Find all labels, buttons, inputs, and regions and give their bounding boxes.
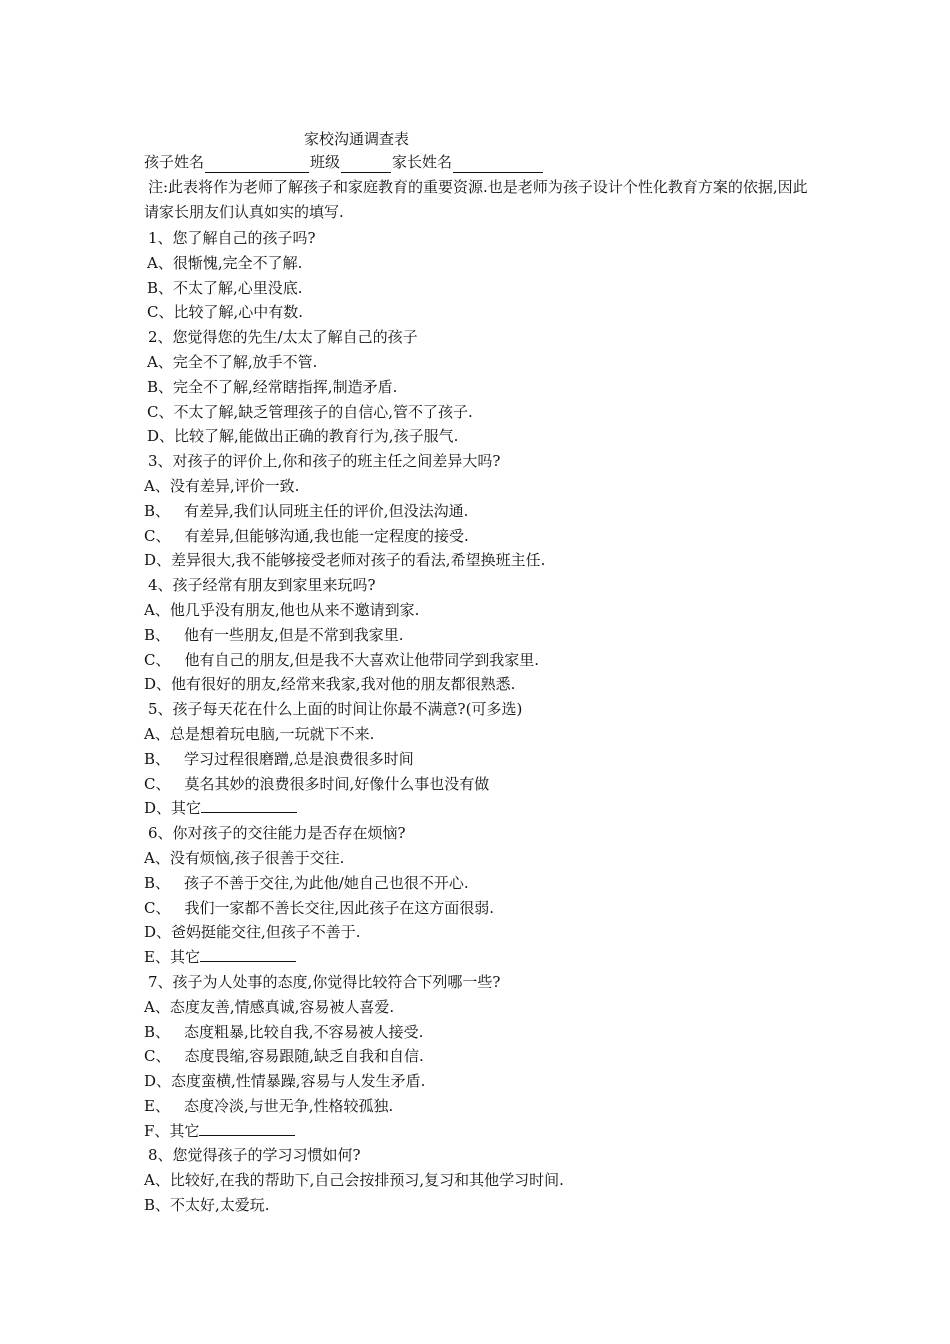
option-text: 不太好,太爱玩.: [170, 1196, 270, 1215]
option-label: A、: [144, 724, 170, 743]
question-list: [144, 226, 824, 1218]
option-label: A、: [144, 1171, 170, 1190]
option-2-b[interactable]: [144, 375, 824, 400]
option-label: C、: [144, 774, 171, 793]
option-label: B、: [144, 1196, 171, 1215]
option-1-b[interactable]: [144, 276, 824, 301]
option-text: 比较了解,能做出正确的教育行为,孩子服气.: [174, 427, 459, 446]
question-1: 1、您了解自己的孩子吗?: [148, 229, 316, 247]
option-text: 我们一家都不善长交往,因此孩子在这方面很弱.: [184, 898, 495, 917]
option-label: D、: [144, 675, 172, 694]
question-3: 3、对孩子的评价上,你和孩子的班主任之间差异大吗?: [148, 452, 501, 471]
option-text: 态度冷淡,与世无争,性格较孤独.: [183, 1096, 394, 1115]
question-2: 2、您觉得您的先生/太太了解自己的孩子: [148, 328, 418, 347]
option-text: 比较好,在我的帮助下,自己会按排预习,复习和其他学习时间.: [169, 1171, 564, 1190]
option-3-b[interactable]: [144, 499, 824, 524]
option-8-a[interactable]: [144, 1168, 824, 1193]
option-label: C、: [144, 1047, 171, 1066]
option-label: D、: [144, 1072, 172, 1091]
question-7: 7、孩子为人处事的态度,你觉得比较符合下列哪一些?: [148, 972, 501, 991]
question-5: 5、孩子每天花在什么上面的时间让你最不满意?(可多选): [148, 700, 523, 719]
other-blank[interactable]: [199, 1120, 295, 1136]
option-label: A、: [144, 600, 170, 619]
option-2-c[interactable]: [144, 400, 824, 425]
document-title: 家校沟通调查表: [304, 130, 410, 148]
child-name-label: 孩子姓名: [144, 153, 205, 171]
option-5-a[interactable]: [144, 722, 824, 747]
class-blank[interactable]: [341, 156, 391, 173]
question-6: 6、你对孩子的交往能力是否存在烦恼?: [148, 824, 406, 843]
option-text: 没有烦恼,孩子很善于交往.: [169, 848, 345, 867]
option-label: B、: [147, 278, 174, 297]
option-text: 其它: [169, 948, 200, 967]
option-6-d[interactable]: [144, 920, 824, 945]
option-5-b[interactable]: [144, 747, 824, 772]
option-label: B、: [144, 501, 171, 520]
option-7-d[interactable]: [144, 1069, 824, 1094]
option-7-f[interactable]: [144, 1119, 824, 1144]
option-text: 有差异,但能够沟通,我也能一定程度的接受.: [184, 526, 469, 545]
option-label: C、: [147, 303, 174, 322]
option-label: E、: [144, 1096, 170, 1115]
option-text: 孩子不善于交往,为此他/她自己也很不开心.: [184, 873, 469, 892]
option-text: 比较了解,心中有数.: [173, 303, 304, 322]
option-label: A、: [144, 476, 170, 495]
option-6-c[interactable]: [144, 896, 824, 921]
option-text: 态度友善,情感真诚,容易被人喜爱.: [169, 997, 395, 1016]
option-text: 不太了解,心里没底.: [173, 278, 303, 297]
option-3-a[interactable]: [144, 474, 824, 499]
option-text: 他有很好的朋友,经常来我家,我对他的朋友都很熟悉.: [171, 675, 516, 694]
option-text: 莫名其妙的浪费很多时间,好像什么事也没有做: [184, 774, 490, 793]
other-blank[interactable]: [200, 946, 296, 962]
option-text: 他有自己的朋友,但是我不大喜欢让他带同学到我家里.: [184, 650, 540, 669]
option-text: 态度蛮横,性情暴躁,容易与人发生矛盾.: [171, 1072, 426, 1091]
option-6-e[interactable]: [144, 945, 824, 970]
parent-name-label: 家长姓名: [392, 153, 453, 171]
option-label: A、: [144, 997, 170, 1016]
option-7-a[interactable]: [144, 995, 824, 1020]
option-label: C、: [144, 650, 171, 669]
child-name-blank[interactable]: [205, 156, 309, 173]
option-text: 没有差异,评价一致.: [169, 476, 300, 495]
option-text: 态度粗暴,比较自我,不容易被人接受.: [184, 1022, 424, 1041]
option-6-b[interactable]: [144, 871, 824, 896]
option-label: B、: [144, 749, 171, 768]
option-2-d[interactable]: [144, 424, 824, 449]
question-8: 8、您觉得孩子的学习习惯如何?: [148, 1146, 361, 1165]
option-label: D、: [144, 799, 172, 818]
option-7-c[interactable]: [144, 1044, 824, 1069]
option-label: C、: [144, 898, 171, 917]
option-4-b[interactable]: [144, 623, 824, 648]
option-label: B、: [144, 1022, 171, 1041]
note-text: 注:此表将作为老师了解孩子和家庭教育的重要资源.也是老师为孩子设计个性化教育方案的依据,因此请家长朋友们认真如实的填写.: [144, 178, 808, 221]
option-text: 他几乎没有朋友,他也从来不邀请到家.: [169, 600, 420, 619]
option-label: B、: [144, 625, 171, 644]
option-label: D、: [147, 427, 175, 446]
option-label: D、: [144, 923, 172, 942]
option-5-d[interactable]: [144, 796, 824, 821]
option-text: 学习过程很磨蹭,总是浪费很多时间: [184, 749, 414, 768]
option-text: 差异很大,我不能够接受老师对孩子的看法,希望换班主任.: [171, 551, 546, 570]
option-text: 完全不了解,放手不管.: [172, 352, 318, 371]
option-label: A、: [144, 848, 170, 867]
option-text: 其它: [169, 1121, 200, 1140]
option-text: 态度畏缩,容易跟随,缺乏自我和自信.: [184, 1047, 424, 1066]
option-5-c[interactable]: [144, 772, 824, 797]
option-1-c[interactable]: [144, 300, 824, 325]
option-text: 不太了解,缺乏管理孩子的自信心,管不了孩子.: [173, 402, 473, 421]
option-3-c[interactable]: [144, 524, 824, 549]
option-label: E、: [144, 948, 170, 967]
option-label: C、: [144, 526, 171, 545]
other-blank[interactable]: [201, 797, 297, 813]
option-3-d[interactable]: [144, 548, 824, 573]
option-6-a[interactable]: [144, 846, 824, 871]
option-label: D、: [144, 551, 172, 570]
option-2-a[interactable]: [144, 350, 824, 375]
option-text: 爸妈挺能交往,但孩子不善于.: [171, 923, 361, 942]
option-label: B、: [147, 377, 174, 396]
option-label: B、: [144, 873, 171, 892]
option-1-a[interactable]: [144, 251, 824, 276]
option-text: 很惭愧,完全不了解.: [172, 253, 303, 272]
option-7-e[interactable]: [144, 1094, 824, 1119]
class-label: 班级: [310, 153, 341, 171]
option-text: 其它: [171, 799, 202, 818]
option-label: A、: [147, 352, 173, 371]
option-label: A、: [147, 253, 173, 272]
option-text: 总是想着玩电脑,一玩就下不来.: [169, 724, 375, 743]
note-paragraph: [144, 175, 820, 225]
parent-name-blank[interactable]: [453, 156, 543, 173]
option-text: 有差异,我们认同班主任的评价,但没法沟通.: [184, 501, 469, 520]
option-4-d[interactable]: [144, 672, 824, 697]
option-text: 他有一些朋友,但是不常到我家里.: [184, 625, 404, 644]
option-4-a[interactable]: [144, 598, 824, 623]
option-text: 完全不了解,经常瞎指挥,制造矛盾.: [173, 377, 398, 396]
option-4-c[interactable]: [144, 648, 824, 673]
option-label: C、: [147, 402, 174, 421]
question-4: 4、孩子经常有朋友到家里来玩吗?: [148, 576, 376, 595]
option-8-b[interactable]: [144, 1193, 824, 1218]
option-7-b[interactable]: [144, 1020, 824, 1045]
info-fields: [144, 151, 544, 173]
option-label: F、: [144, 1121, 170, 1140]
